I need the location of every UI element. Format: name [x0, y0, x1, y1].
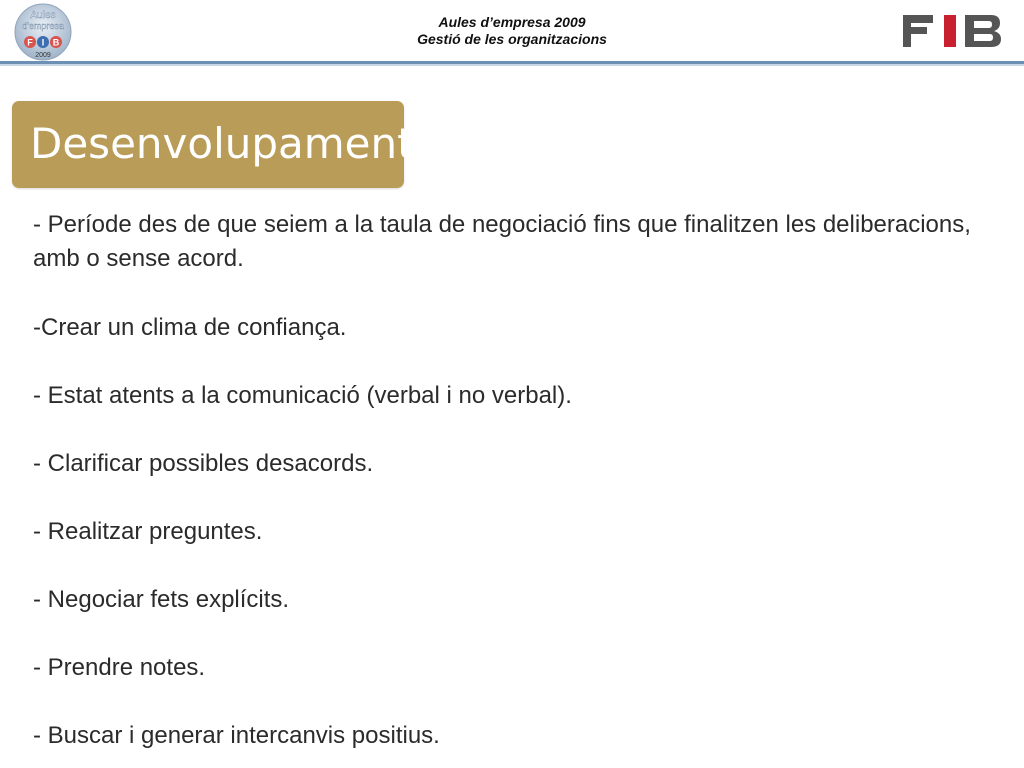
- logo-year-text: 2009: [35, 52, 51, 59]
- fib-logo: [903, 15, 1001, 47]
- header-title-line2: Gestió de les organitzacions: [417, 31, 607, 47]
- logo-letter-i: I: [41, 37, 45, 48]
- bullet-item: - Buscar i generar intercanvis positius.: [33, 722, 440, 749]
- bullet-item: - Període des de que seiem a la taula de negociació fins que finalitzen les deliberacions, amb o sense acord.: [33, 211, 971, 272]
- logo-letter-b: B: [52, 37, 60, 48]
- bullet-item: - Estat atents a la comunicació (verbal i no verbal).: [33, 382, 572, 409]
- slide-header: [0, 0, 1024, 66]
- header-rule-light: [0, 64, 1024, 66]
- aules-empresa-logo: [10, 2, 76, 62]
- logo-empresa-text: d'empresa: [22, 21, 64, 31]
- header-title: [312, 14, 712, 48]
- slide-title: Desenvolupament: [30, 119, 414, 168]
- fib-logo-text: FIB: [951, 35, 953, 36]
- slide-title-box: [12, 101, 414, 188]
- logo-aules-text: Aules: [30, 10, 56, 21]
- header-title-line1: Aules d’empresa 2009: [438, 14, 586, 30]
- bullet-item: - Realitzar preguntes.: [33, 518, 263, 545]
- bullet-item: - Prendre notes.: [33, 654, 206, 681]
- bullet-item: - Negociar fets explícits.: [33, 586, 290, 613]
- bullet-item: - Clarificar possibles desacords.: [33, 450, 374, 477]
- logo-letter-f: F: [27, 37, 33, 48]
- bullet-item: -Crear un clima de confiança.: [33, 314, 347, 341]
